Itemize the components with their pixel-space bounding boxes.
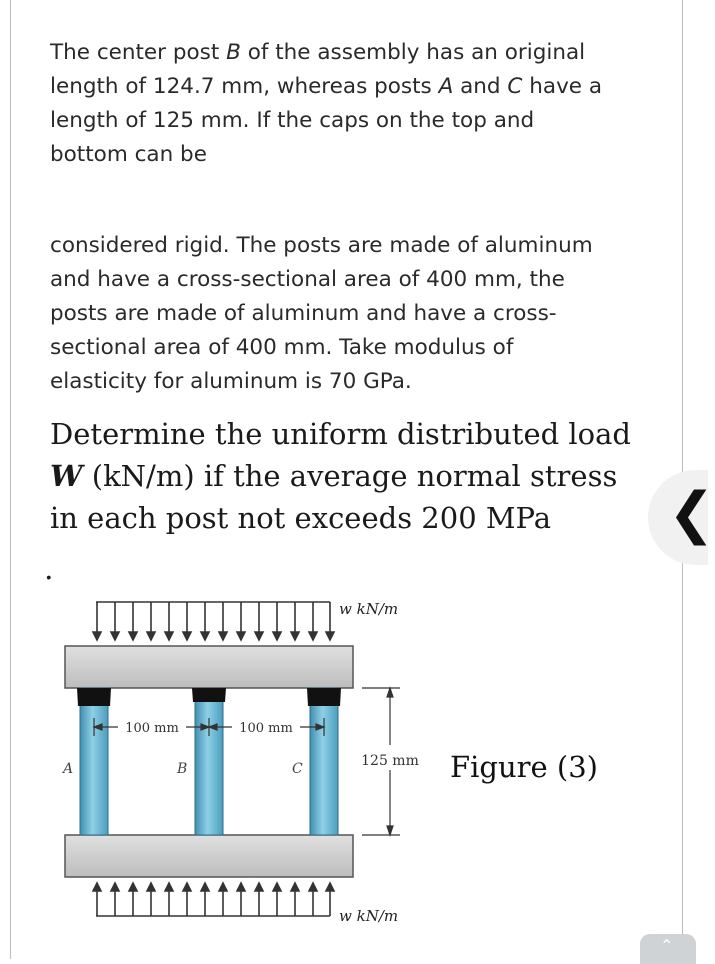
top-load-arrows — [93, 602, 334, 640]
bottom-cap — [65, 835, 353, 877]
chevron-up-icon: ⌃ — [660, 936, 674, 955]
post-a — [77, 688, 111, 835]
post-label-b: B — [177, 761, 188, 777]
post-b — [192, 688, 226, 835]
height-label: 125 mm — [361, 753, 419, 769]
problem-paragraph-1: The center post B of the assembly has an original length of 124.7 mm, whereas posts A and C have a length of 125 mm. If the caps on the top and bottom can be — [50, 40, 603, 167]
assembly-figure — [55, 590, 455, 935]
bottom-load-label: w kN/m — [339, 907, 399, 925]
post-label-a: A — [63, 761, 74, 777]
spacing-label-2: 100 mm — [239, 721, 293, 736]
chevron-left-icon: ❮ — [668, 481, 715, 546]
figure-caption: Figure (3) — [450, 750, 598, 784]
top-cap — [65, 646, 353, 688]
problem-paragraph-2: considered rigid. The posts are made of aluminum and have a cross-sectional area of 400 mm, the posts are made of aluminum and have a cross- sectional area of 400 mm. Take modulus of elasticity for aluminum is 70 GPa. — [50, 233, 593, 394]
scroll-to-top-button[interactable] — [640, 934, 696, 964]
question-text: Determine the uniform distributed load W (kN/m) if the average normal stress in each post not exceeds 200 MPa — [50, 417, 631, 535]
post-c — [307, 688, 341, 835]
top-load-label: w kN/m — [339, 600, 399, 618]
post-label-c: C — [292, 761, 303, 777]
load-symbol: W — [50, 459, 83, 493]
bottom-load-arrows — [93, 883, 334, 916]
trailing-mark: . — [44, 552, 54, 587]
spacing-label-1: 100 mm — [125, 721, 179, 736]
